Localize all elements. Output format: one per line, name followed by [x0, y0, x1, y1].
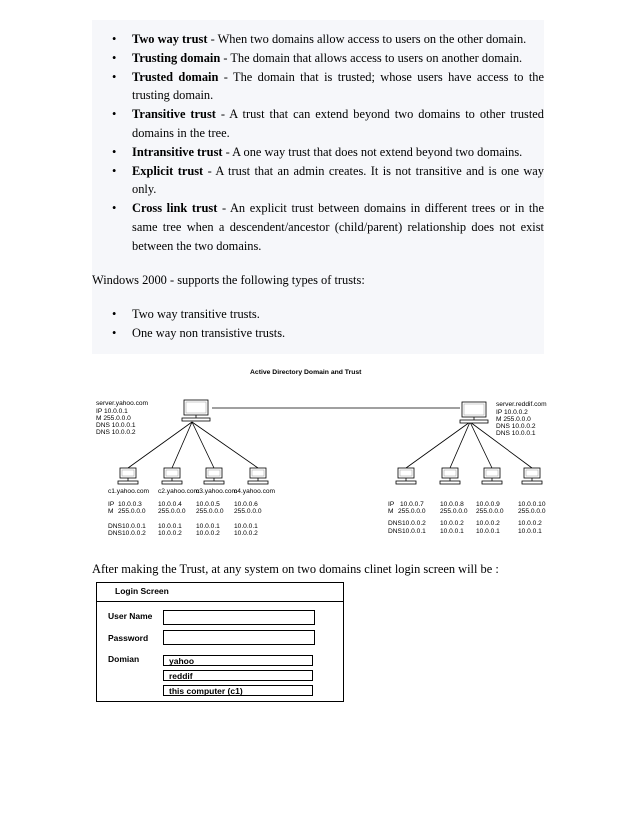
list-item [92, 105, 544, 143]
client-dns2: 10.0.0.2 [234, 530, 258, 537]
left-server-computer-icon [182, 400, 210, 421]
client-computer-icon [204, 468, 224, 484]
client-dns2: 10.0.0.1 [440, 528, 464, 535]
client-name: c3.yahoo.com [196, 488, 238, 495]
client-ip-prefix: IP [108, 501, 115, 508]
client-dns2: 10.0.0.1 [518, 528, 542, 535]
client-ip-prefix: IP [388, 501, 395, 508]
client-dns1: 10.0.0.1 [158, 523, 182, 530]
right-server-line: DNS 10.0.0.2 [496, 423, 536, 430]
client-dns1: 10.0.0.2 [440, 520, 464, 527]
network-diagram [92, 362, 552, 552]
trust-desc: - A one way trust that does not extend beyond two domains. [222, 144, 523, 159]
client-dns-prefix: DNS [388, 520, 402, 527]
right-server-line: DNS 10.0.0.1 [496, 430, 536, 437]
trust-types-list [92, 30, 544, 256]
domain-option-yahoo[interactable]: yahoo [163, 655, 313, 666]
diagram-title: Active Directory Domain and Trust [250, 369, 362, 376]
trust-desc: - When two domains allow access to users on the other domain. [207, 32, 527, 46]
list-item [92, 143, 544, 162]
domain-label: Domian [108, 654, 140, 664]
client-dns1: 10.0.0.2 [476, 520, 500, 527]
client-computer-icon [482, 468, 502, 484]
client-dns1: 10.0.0.1 [122, 523, 146, 530]
client-mask: 255.0.0.0 [196, 508, 224, 515]
right-server-line: IP 10.0.0.2 [496, 409, 528, 416]
client-name: c2.yahoo.com [158, 488, 200, 495]
client-dns1: 10.0.0.1 [234, 523, 258, 530]
client-mask: 255.0.0.0 [234, 508, 262, 515]
client-name: c4.yahoo.com [234, 488, 276, 495]
client-ip: 10.0.0.4 [158, 501, 182, 508]
list-item [92, 68, 544, 106]
client-mask: 255.0.0.0 [158, 508, 186, 515]
list-item [92, 199, 544, 255]
trust-desc: - The domain that is trusted; whose users have access to the trusting domain. [132, 69, 544, 103]
trust-term: Explicit trust [132, 163, 204, 178]
client-mask: 255.0.0.0 [398, 508, 426, 515]
right-server-computer-icon [460, 402, 488, 423]
left-server-name: server.yahoo.com [96, 400, 149, 407]
trust-term: Intransitive trust [132, 144, 223, 159]
client-ip: 10.0.0.3 [118, 501, 142, 508]
left-server-line: DNS 10.0.0.1 [96, 422, 136, 429]
left-server-line: IP 10.0.0.1 [96, 408, 128, 415]
client-mask: 255.0.0.0 [118, 508, 146, 515]
domain-option-this-computer[interactable]: this computer (c1) [163, 685, 313, 696]
trust-desc: - A trust that an admin creates. It is not transitive and is one way only. [132, 163, 544, 197]
client-dns2: 10.0.0.1 [402, 528, 426, 535]
client-mask-prefix: M [388, 508, 394, 515]
list-item [92, 49, 544, 68]
user-name-label: User Name [108, 611, 153, 621]
list-item [92, 30, 544, 49]
client-computer-icon [396, 468, 416, 484]
client-name: c1.yahoo.com [108, 488, 150, 495]
client-dns-prefix: DNS [108, 523, 122, 530]
left-server-line: DNS 10.0.0.2 [96, 429, 136, 436]
client-dns1: 10.0.0.1 [196, 523, 220, 530]
client-computer-icon [440, 468, 460, 484]
client-computer-icon [522, 468, 542, 484]
client-computer-icon [162, 468, 182, 484]
client-mask: 255.0.0.0 [440, 508, 468, 515]
right-server-line: M 255.0.0.0 [496, 416, 531, 423]
client-dns1: 10.0.0.2 [518, 520, 542, 527]
client-mask: 255.0.0.0 [476, 508, 504, 515]
left-server-line: M 255.0.0.0 [96, 415, 131, 422]
client-computer-icon [118, 468, 138, 484]
client-ip: 10.0.0.9 [476, 501, 500, 508]
trust-term: Trusted domain [132, 69, 219, 84]
login-header [97, 583, 343, 602]
trust-term: Trusting domain [132, 50, 221, 65]
password-field[interactable] [163, 630, 315, 645]
client-ip: 10.0.0.6 [234, 501, 258, 508]
list-item: • Two way transitive trusts. [92, 305, 544, 324]
client-ip: 10.0.0.7 [400, 501, 424, 508]
trust-term: Two way trust [132, 32, 208, 46]
user-name-field[interactable] [163, 610, 315, 625]
right-server-name: server.reddif.com [496, 401, 547, 408]
trust-desc: - The domain that allows access to users on another domain. [220, 50, 523, 65]
client-mask: 255.0.0.0 [518, 508, 546, 515]
login-screen [96, 582, 344, 702]
client-dns2: 10.0.0.2 [122, 530, 146, 537]
list-item: • One way non transistive trusts. [92, 324, 544, 343]
client-dns-prefix: DNS [388, 528, 402, 535]
client-dns2: 10.0.0.2 [158, 530, 182, 537]
windows-trusts-list [92, 305, 544, 343]
client-dns1: 10.0.0.2 [402, 520, 426, 527]
trust-term: Transitive trust [132, 107, 216, 122]
list-item [92, 162, 544, 200]
trust-term: Cross link trust [132, 201, 218, 216]
client-mask-prefix: M [108, 508, 114, 515]
client-dns2: 10.0.0.1 [476, 528, 500, 535]
login-title: Login Screen [115, 586, 169, 596]
client-ip: 10.0.0.10 [518, 501, 546, 508]
client-ip: 10.0.0.8 [440, 501, 464, 508]
client-dns-prefix: DNS [108, 530, 122, 537]
domain-option-reddif[interactable]: reddif [163, 670, 313, 681]
client-dns2: 10.0.0.2 [196, 530, 220, 537]
password-label: Password [108, 633, 149, 643]
client-ip: 10.0.0.5 [196, 501, 220, 508]
after-trust-paragraph: After making the Trust, at any system on two domains clinet login screen will be : [92, 562, 499, 576]
trust-desc: - A trust that can extend beyond two domains to other trusted domains in the tree. [132, 107, 544, 140]
windows-intro-paragraph: Windows 2000 - supports the following types of trusts: [92, 273, 365, 287]
trust-desc: - An explicit trust between domains in different trees or in the same tree when a descendent/ancestor (child/parent) relationship does not exist between the two domains. [132, 201, 544, 253]
client-computer-icon [248, 468, 268, 484]
